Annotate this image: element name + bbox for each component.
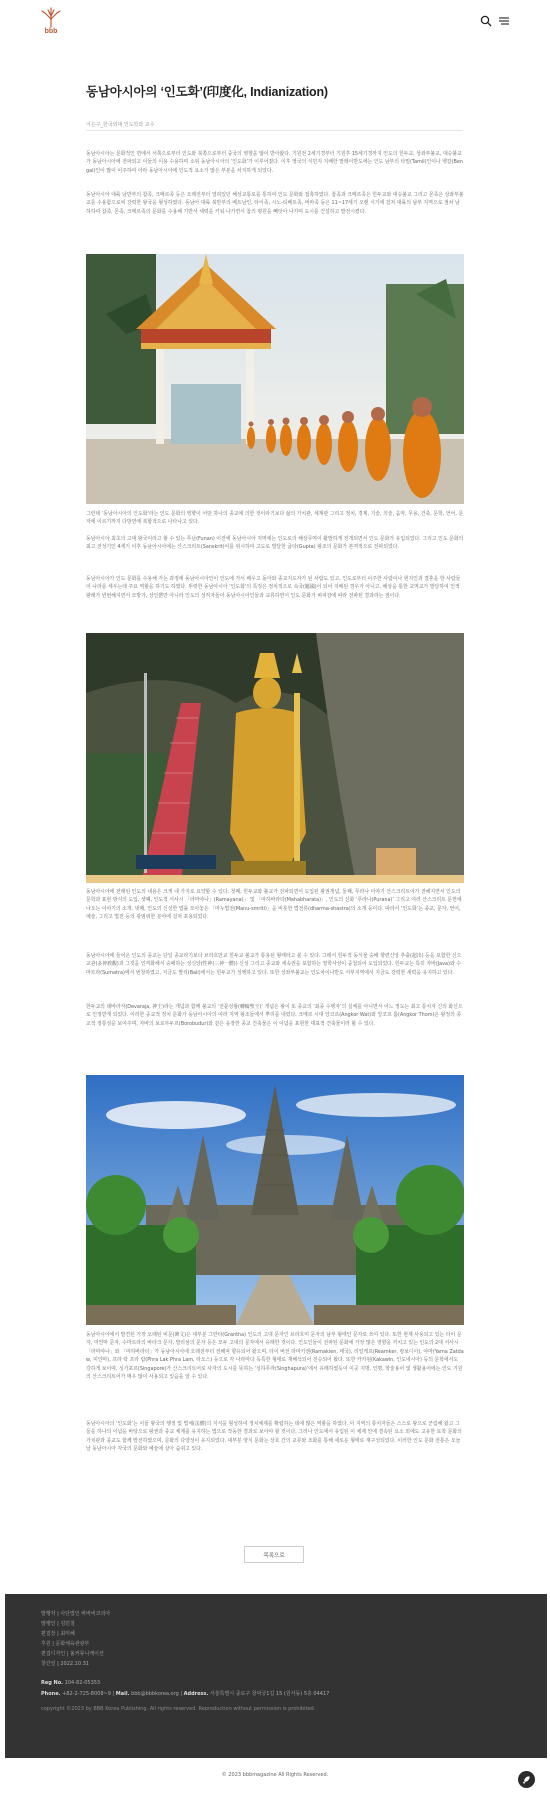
site-logo[interactable] <box>36 6 66 38</box>
phone-value: +82-2-725-8008~9 <box>62 1691 111 1697</box>
paragraph-1: 동남아시아는 문화적인 면에서 서쪽으로부터 인도와 북쪽으로부터 중국의 영향을 많이 받아왔다. 기원전 2세기경부터 기원후 15세기경까지 인도의 힌두교, 상좌부불교, 대승불교가 동남아시아에 전파되고 이들의 이용 수용하며 소위 동남아시아의 ‘인도화’가 이루어졌다. 이후 영국의 식민지 지배한 말레이반도에는 인도 남부의 타밀(Tamil)인이나 벵갈(Bengal)인이 많이 이주하여 아라 동남아시아에 인도적 요소가 많은 부분을 차지하게 되었다. <box>86 151 464 174</box>
mail-label: Mail. <box>115 1691 130 1697</box>
phone-label: Phone. <box>41 1691 61 1697</box>
address-label: Address. <box>183 1691 209 1697</box>
hamburger-menu-icon[interactable] <box>498 15 510 27</box>
reg-label: Reg No. <box>41 1680 64 1686</box>
rocket-top-icon <box>518 1771 535 1788</box>
site-footer <box>5 1594 547 1758</box>
mail-value[interactable]: bbb@bbbkorea.org <box>131 1691 179 1697</box>
footer-founded: 창간일 | 2022.10.31 <box>41 1661 89 1667</box>
footer-editor: 편집장 | 최미혜 <box>41 1631 75 1637</box>
page-copyright: © 2023 bbbmagazine All Rights Reserved. <box>221 1772 329 1778</box>
paragraph-10: 동남아시아의 ‘인도화’는 이들 왕국의 행정 및 법체(法體)의 지식을 형성하여 정치체제를 확립하는 데에 많은 역할을 하였다. 이 지역의 통치자들은 스스로 왕으로 군림해 왔고 그들을 하나의 이념을 바탕으로 왕권과 종교 체계를 유지하는 법으로 작동한 결과로 보아야 할 것이다. 그러나 인도에서 유입된 이 체제 안에 결속된 요소 외에도 고유한 토착 문화의 가치관과 종교도 함께 발전하였으며, 문화의 다양성이 유지되었다. 대부분 양식 문화는 상호 간의 교류와 조화를 통해 새로운 형태로 재구성되었다. 이러한 인도 문화 전통은 오늘날 동남아시아 각국의 문화와 예술에 살아 숨쉬고 있다. <box>86 1421 462 1453</box>
article-title: 동남아시아의 ‘인도화’(印度化, Indianization) <box>86 85 328 99</box>
article-byline: 이은구_한국외대 인도학과 교수 <box>86 122 155 128</box>
footer-contact: Phone. +82-2-725-8008~9 | Mail. bbb@bbbkorea.org | Address. 서울특별시 종로구 창덕궁1길 15 (원서동) 5층 04417 <box>41 1691 330 1697</box>
back-to-list-button[interactable]: 목록으로 <box>244 1546 304 1563</box>
golden-statue-cave-photo <box>86 633 464 883</box>
address-value: 서울특별시 종로구 창덕궁1길 15 (원서동) 5층 04417 <box>209 1691 330 1697</box>
footer-publisher: 발행처 | 사단법인 바바비코리아 <box>41 1611 111 1617</box>
paragraph-8: 한두교의 데바라자(Devaraja, 神王)라는 개념과 함께 불교의 ‘전륜성왕(轉輪聖王)’ 개념은 왕이 또 종교의 ‘최종 수행자’의 실체를 아니면서 어느 정도는 최고 통치자 신의 화신으로 인정받게 되었다. 이러한 종교적 정치 문화가 동남아시아의 여러 지역 왕조들에서 뿌리를 내렸다. 크메르 시대 앙코르(Angkor Wat)와 앙코르 톰(Angkor Thom)은 왕정의 종교적 정통성을 보여주며, 자바의 보로부두르(Borobudur)와 같은 웅장한 종교 건축물은 이 이념을 표현한 대표적 건축물이라 할 수 있다. <box>86 1004 463 1027</box>
footer-copyright: copyright ©2023 by BBB Korea Publishing. All rights reserved. Reproduction without permission is prohibited. <box>41 1706 316 1712</box>
paragraph-3: 그런데 ‘동남아시아의 인도화’라는 인도 문화의 영향이 어떤 하나의 종교에 의한 것이라기보다 삶의 가치관, 세계관 그리고 정치, 경제, 기술, 의술, 음악, 무용, 건축, 문학, 언어, 문자에 이르기까지 다방면에 복합적으로 나타나고 있다. <box>86 511 464 526</box>
paragraph-7: 동남아시아에 들어온 인도의 종교는 단일 종교라기보다 브라흐만교 힌두교 불교가 통용된 형태라고 볼 수 있다. 그래서 힌두적 동식물 숭배 향련신앙 추출(超出) 등을 포함한 신으교관(多神敎觀)과 그것을 인격화해서 숭배하는 성신앙(性神(三神一體)) 신성 그리고 종교와 세속권을 포함하는 절학사상이 중첩되어 도입되었다. 힌두교는 특히 자바(Java)와 수마트라(Sumatra)에서 번창하였고, 지금도 발리(Bali)에서는 힌두교가 성행하고 있다. 또한 상좌부불교는 인도차이나반도 서부지역에서 지금도 강력한 세력을 유지하고 있다. <box>86 953 462 976</box>
tree-logo-icon <box>36 6 66 28</box>
logo-text: bbb <box>44 28 58 35</box>
scroll-top-button[interactable] <box>518 1771 535 1788</box>
paragraph-6: 동남아시아에 전래된 인도의 내용은 크게 네 가지로 요약할 수 있다. 첫째, 힌두교와 불교가 전파되면서 도입된 왕권개념, 둘째, 푸라나 이야기 산스크리트어가 전해지면서 인도의 문학과 표현 방식의 도입, 셋째, 인도적 서사시 「라마야나」(Ramayana)」 및 「마하바라타(Mahabharata)」, 인도의 신화 ‘푸라나(Purana)’ 그리고 여러 산스크리트 문헌에 나오는 이야기의 소개, 넷째, 인도의 신성한 법률 모아놓은 「마누법전(Manu-smriti)」을 비롯한 법전류(dharma-shastra)의 소개 등이다. 따라서 ‘인도화’는 종교, 문자, 언어, 예술, 그리고 법전 등의 광범위한 분야에 걸쳐 포용되었다. <box>86 889 462 921</box>
footer-issuer: 발행인 | 김민철 <box>41 1621 75 1627</box>
search-icon[interactable] <box>480 15 492 27</box>
site-header <box>0 0 550 44</box>
paragraph-5: 동남아시아가 인도 문화를 수용해 가는 과정에 동남아시아인이 인도에 가서 배우고 돌아와 종교지도자가 된 사람도 있고, 인도로부터 이주한 사람이나 현지인과 결혼을 한 사람들이 나라를 세우는데 주요 역할을 하기도 하였다. 뚜렷한 동남아시아 ‘인도화’의 특징은 정치적으로 속국(屬國)이 되어 지배된 경우가 아니고, 해상을 통한 교역교가 발달하여 인적 왕래가 빈번해지면서 모방가, 상인뿐만 아니라 인도의 성직자들이 동남아시아인들과 교류하면서 인도 문화가 퍼져감에 따라 전파된 결과라는 점이다. <box>86 576 461 599</box>
reg-value: 104-82-05353 <box>64 1680 101 1686</box>
title-divider <box>86 130 463 131</box>
temple-gate-monks-photo <box>86 254 464 504</box>
footer-design: 편집디자인 | 올커뮤니케이션 <box>41 1651 104 1657</box>
angkor-wat-photo <box>86 1075 464 1325</box>
paragraph-2: 동남아시아 대륙 남반부의 참족, 크메르족 등은 오래전부터 열려있던 해상교통로를 통하여 인도 문화와 접촉하였다. 참족과 크메르족은 힌두교와 대승불교 그리고 몬족은 상좌부불교를 수용함으로써 강력한 왕국을 형성하였다. 동남아 대륙 북반부의 베트남인, 타이족, 시노-티베트족, 버마족 등은 11~17세기 오랜 시기에 걸쳐 대륙의 남부 지역으로 점차 남하하여 참족, 몬족, 크메르족의 문화를 수용해 기반서 세력을 키워 나가면서 참의 평원을 빼앗아 나가며 도시를 건설하고 발전시켰다. <box>86 192 464 215</box>
footer-reg <box>41 1680 100 1686</box>
paragraph-4: 동남아시아 최초의 고대 왕국이라고 할 수 있는 푸난(Funan) 이전에 동남아시아 지역에는 인도로의 해상무역이 활발하게 전개되면서 인도 문화가 유입되었다. 그리고 인도 문화의 최고 전성기인 4세기 이후 동남아시아에는 산스크리트(Sanskrit)어를 위시하여 고도로 발달한 굽타(Gupta) 왕조의 문화가 본격적으로 전파되었다. <box>86 536 464 551</box>
paragraph-9: 동남아시아에서 발견된 가장 오래된 비문(碑文)은 대부분 그란타(Grantha) 인도의 고대 문자인 브라흐미 문자의 남부 형태인 문자로 쓰여 있다. 또한 현재 사용되고 있는 타이 문자, 미얀마 문자, 수마트라의 바타크 문자, 발리섬의 문자 등은 모두 고대의 문자에서 유래한 것이다. 인도인들이 전파된 문화에 가장 많은 영향을 끼치고 있는 인도의 2대 서사시 「라마야나」와 「마하바라타」가 동남아시아에 오래전부터 전해져 향유되어 왔으며, 타이 버전 라마키엔(Ramakien, 태국), 리얼케르(Reamker, 캄보디아), 야마(Yama Zatdaw, 미얀마), 프라 락 프라 람(Phra Lak Phra Lam, 라오스) 등으로 각 나라마다 독특한 형태로 재해석되어 전승되어 왔다. 또한 카카윈(Kakawin, 인도네시아) 등의 문학에서도 강하게 보이며, 싱가포르(Singapore)가 산스크리트어로 사자의 도시를 뜻하는 ‘싱하푸라(Singhapura)’에서 유래하였듯이 이곳 지명, 인명, 학술용어 및 생활용어에는 인도 기원의 산스크리트어가 매우 많이 사용되고 있음을 알 수 있다. <box>86 1332 464 1381</box>
footer-sponsor: 후원 | 문화체육관광부 <box>41 1641 90 1647</box>
